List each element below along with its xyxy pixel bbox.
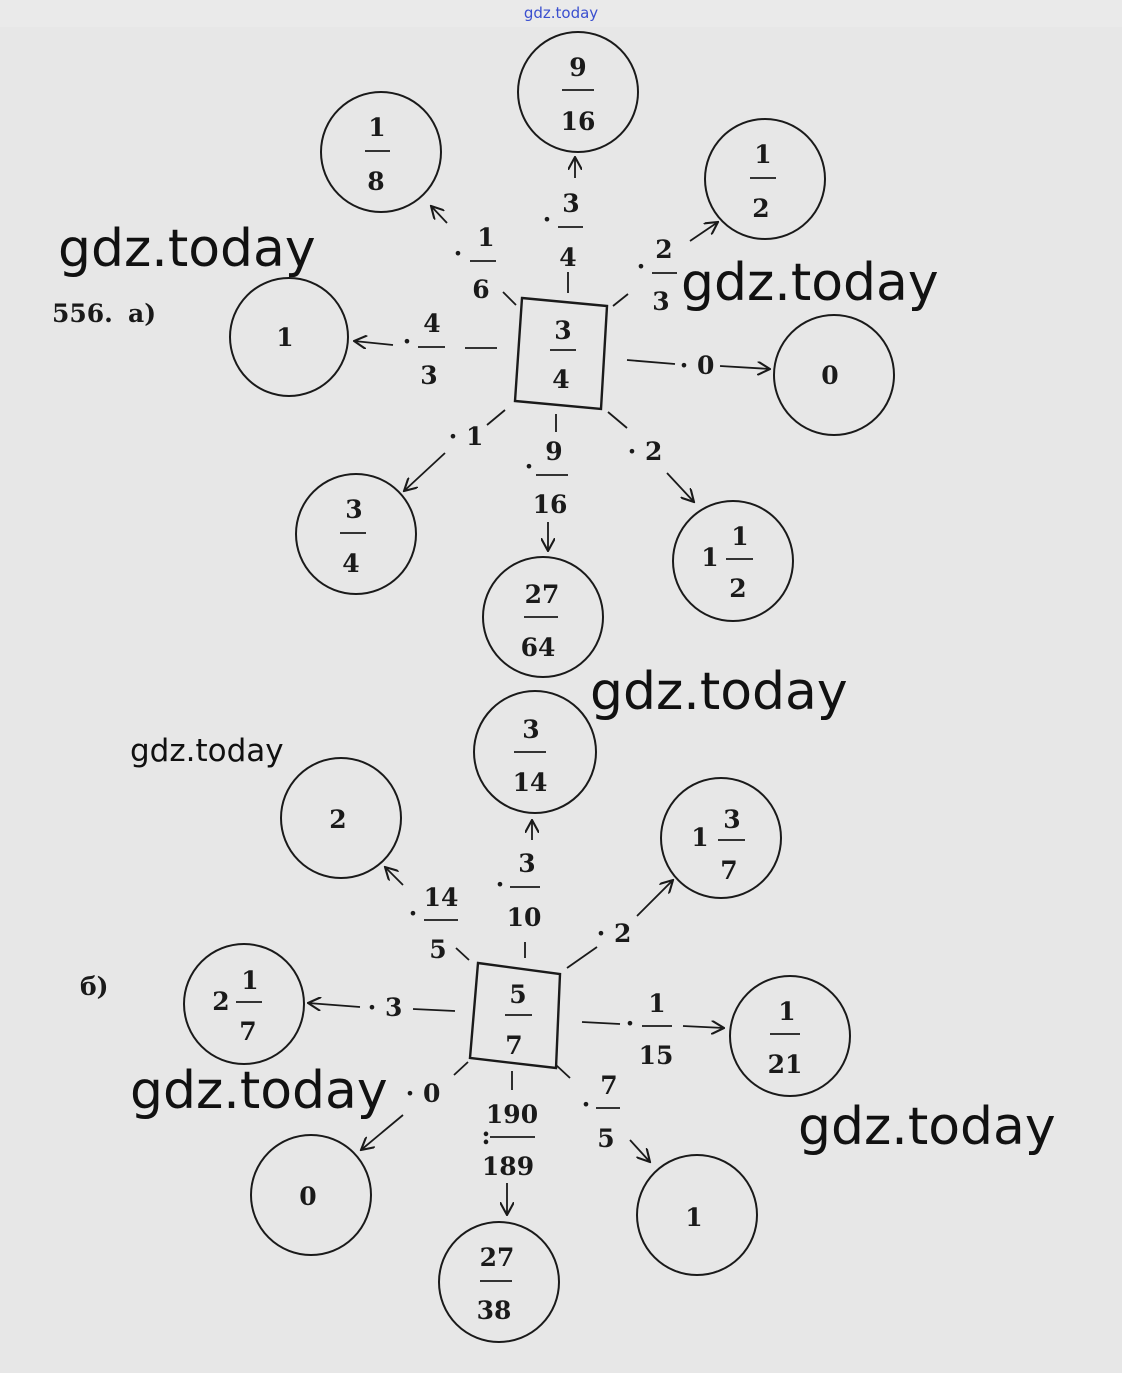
svg-text:3: 3 xyxy=(652,287,670,316)
svg-text:3: 3 xyxy=(723,805,741,834)
svg-text:1: 1 xyxy=(648,989,666,1018)
svg-text:189: 189 xyxy=(481,1152,535,1181)
op-right xyxy=(626,989,674,1070)
svg-text:1: 1 xyxy=(691,823,709,852)
svg-text:1: 1 xyxy=(701,543,719,572)
op-down xyxy=(481,1100,538,1181)
svg-text:2: 2 xyxy=(655,235,673,264)
part-b-label: б) xyxy=(80,972,109,1001)
svg-text:1: 1 xyxy=(368,113,386,142)
svg-text:1: 1 xyxy=(754,140,772,169)
svg-text:9: 9 xyxy=(545,437,563,466)
svg-text:16: 16 xyxy=(532,490,568,519)
svg-text:0: 0 xyxy=(299,1182,317,1211)
svg-text:·: · xyxy=(636,252,646,281)
op-down xyxy=(525,437,568,519)
svg-text:3: 3 xyxy=(420,361,438,390)
result-upright xyxy=(661,778,781,898)
result-right xyxy=(730,976,850,1096)
svg-text:38: 38 xyxy=(476,1296,512,1325)
svg-text:6: 6 xyxy=(472,275,490,304)
center-denominator: 4 xyxy=(552,365,570,394)
svg-text:2: 2 xyxy=(329,805,347,834)
svg-text:1: 1 xyxy=(685,1203,703,1232)
op-downright xyxy=(582,1071,620,1153)
svg-text:1: 1 xyxy=(477,223,495,252)
result-down xyxy=(483,557,603,677)
svg-text:·: · xyxy=(524,452,534,481)
svg-text:7: 7 xyxy=(720,856,738,885)
result-up xyxy=(518,32,638,152)
svg-text:64: 64 xyxy=(520,633,556,662)
svg-text:21: 21 xyxy=(767,1050,803,1079)
svg-text:·: · xyxy=(625,1009,635,1038)
svg-text:1: 1 xyxy=(778,997,796,1026)
svg-text:4: 4 xyxy=(423,309,441,338)
op-upleft xyxy=(409,883,459,964)
part-a-label: а) xyxy=(128,299,157,328)
result-left xyxy=(230,278,348,396)
op-upleft xyxy=(454,223,496,304)
result-upleft xyxy=(281,758,401,878)
result-downright xyxy=(673,501,793,621)
svg-text:1: 1 xyxy=(241,966,259,995)
op-right: · 0 xyxy=(679,351,715,380)
result-upleft xyxy=(321,92,441,212)
svg-text:1: 1 xyxy=(276,323,294,352)
result-upright xyxy=(705,119,825,239)
svg-text:·: · xyxy=(495,870,505,899)
svg-text:5: 5 xyxy=(429,935,447,964)
svg-text:27: 27 xyxy=(479,1243,515,1272)
result-left xyxy=(184,944,304,1064)
svg-text:2: 2 xyxy=(752,194,770,223)
svg-text:·: · xyxy=(453,239,463,268)
op-upright xyxy=(637,235,677,316)
watermark: gdz.today xyxy=(798,1097,1056,1157)
arrow-left xyxy=(413,1009,455,1011)
svg-text:2: 2 xyxy=(212,987,230,1016)
center-denominator: 7 xyxy=(505,1031,523,1060)
svg-text:2: 2 xyxy=(729,574,747,603)
arrow-right xyxy=(582,1022,620,1024)
part-a-diagram xyxy=(230,32,894,677)
result-downright xyxy=(637,1155,757,1275)
result-up xyxy=(474,691,596,813)
arrow-downleft xyxy=(454,1062,468,1075)
op-left xyxy=(403,309,445,390)
svg-text:·: · xyxy=(581,1090,591,1119)
svg-text:10: 10 xyxy=(506,903,542,932)
svg-text:9: 9 xyxy=(569,53,587,82)
svg-text:14: 14 xyxy=(423,883,459,912)
op-upright: · 2 xyxy=(596,919,632,948)
watermark: gdz.today xyxy=(590,662,848,722)
op-downleft: · 1 xyxy=(448,422,484,451)
svg-text:5: 5 xyxy=(597,1124,615,1153)
arrow-right xyxy=(627,360,675,364)
op-downright: · 2 xyxy=(627,437,663,466)
problem-number: 556. xyxy=(52,299,113,328)
op-left: · 3 xyxy=(367,993,403,1022)
svg-text:14: 14 xyxy=(512,768,548,797)
svg-text:16: 16 xyxy=(560,107,596,136)
svg-text:8: 8 xyxy=(367,167,385,196)
svg-text:15: 15 xyxy=(638,1041,674,1070)
watermark: gdz.today xyxy=(58,219,316,279)
svg-text:3: 3 xyxy=(522,715,540,744)
svg-text:3: 3 xyxy=(518,849,536,878)
arrow-downleft xyxy=(487,410,505,425)
arrow-upright xyxy=(613,294,628,306)
svg-text:3: 3 xyxy=(345,495,363,524)
watermark: gdz.today xyxy=(130,733,284,769)
result-downleft xyxy=(251,1135,371,1255)
top-watermark: gdz.today xyxy=(523,4,599,22)
arrow-upleft xyxy=(456,948,469,960)
result-down xyxy=(439,1222,559,1342)
svg-text:4: 4 xyxy=(559,243,577,272)
svg-text:190: 190 xyxy=(485,1100,539,1129)
svg-text:·: · xyxy=(402,327,412,356)
svg-text:7: 7 xyxy=(239,1017,257,1046)
op-up xyxy=(543,189,583,272)
op-downleft: · 0 xyxy=(405,1079,441,1108)
svg-text:3: 3 xyxy=(562,189,580,218)
svg-text::: : xyxy=(481,1121,491,1150)
watermark: gdz.today xyxy=(681,253,939,313)
arrow-upleft xyxy=(503,292,516,305)
svg-text:7: 7 xyxy=(600,1071,618,1100)
svg-text:0: 0 xyxy=(821,361,839,390)
center-numerator: 3 xyxy=(554,316,572,345)
svg-text:27: 27 xyxy=(524,580,560,609)
svg-text:·: · xyxy=(542,205,552,234)
arrow-upright xyxy=(567,947,597,968)
part-b-diagram xyxy=(184,691,850,1342)
svg-text:1: 1 xyxy=(731,522,749,551)
center-numerator: 5 xyxy=(509,980,527,1009)
result-right xyxy=(774,315,894,435)
svg-text:·: · xyxy=(408,899,418,928)
arrow-downright xyxy=(608,412,627,428)
arrow-downright xyxy=(556,1065,570,1078)
svg-text:4: 4 xyxy=(342,549,360,578)
watermark: gdz.today xyxy=(130,1061,388,1121)
op-up xyxy=(496,849,542,932)
result-downleft xyxy=(296,474,416,594)
